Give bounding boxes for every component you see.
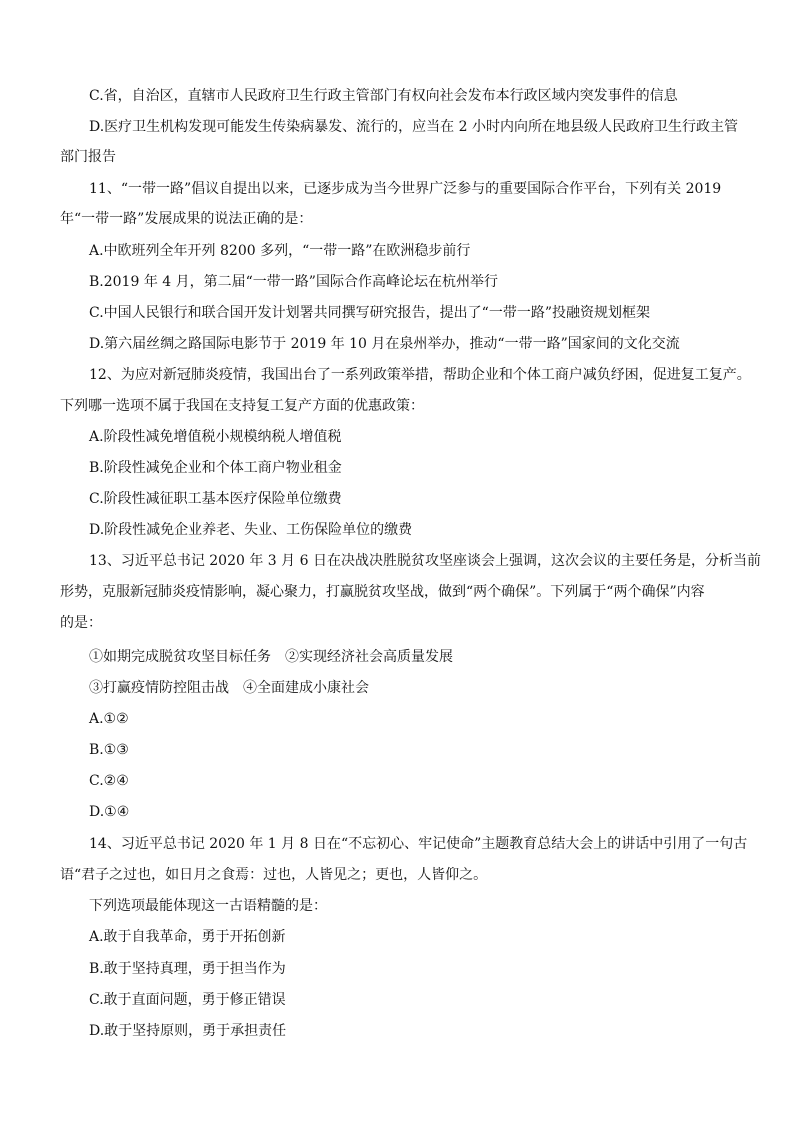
q13-option-d: D.①④ <box>89 804 130 820</box>
q13-stem-line1: 13、习近平总书记 2020 年 3 月 6 日在决战决胜脱贫攻坚座谈会上强调，这次会议的主要任务是，分析当前 <box>89 553 761 569</box>
q13-option-c: C.②④ <box>89 773 129 789</box>
q14-stem-line1: 14、习近平总书记 2020 年 1 月 8 日在“不忘初心、牢记使命”主题教育总结大会上的讲话中引用了一句古 <box>89 836 748 852</box>
q12-stem-line1: 12、为应对新冠肺炎疫情，我国出台了一系列政策举措，帮助企业和个体工商户减负纾困，促进复工复产。 <box>89 367 751 383</box>
q12-option-b: B.阶段性减免企业和个体工商户物业租金 <box>89 460 342 476</box>
q13-items-line1: ①如期完成脱贫攻坚目标任务 ②实现经济社会高质量发展 <box>89 649 453 665</box>
q14-option-a: A.敢于自我革命，勇于开拓创新 <box>89 929 286 945</box>
q13-option-a: A.①② <box>89 711 129 727</box>
q13-stem-line2: 形势，克服新冠肺炎疫情影响，凝心聚力，打赢脱贫攻坚战，做到“两个确保”。下列属于“两个确保”内容 <box>60 584 705 600</box>
q11-option-b: B.2019 年 4 月，第二届“一带一路”国际合作高峰论坛在杭州举行 <box>89 274 498 290</box>
q11-stem-line1: 11、“一带一路”倡议自提出以来，已逐步成为当今世界广泛参与的重要国际合作平台，下列有关 2019 <box>89 181 722 197</box>
q14-option-d: D.敢于坚持原则，勇于承担责任 <box>89 1023 287 1039</box>
q13-option-b: B.①③ <box>89 742 129 758</box>
q13-stem-line3: 的是： <box>60 615 102 631</box>
q11-option-c: C.中国人民银行和联合国开发计划署共同撰写研究报告，提出了“一带一路”投融资规划框架 <box>89 305 650 321</box>
q12-stem-line2: 下列哪一选项不属于我国在支持复工复产方面的优惠政策： <box>60 398 424 414</box>
q10-option-d-line1: D.医疗卫生机构发现可能发生传染病暴发、流行的，应当在 2 小时内向所在地县级人民政府卫生行政主管 <box>89 119 738 135</box>
q11-option-d: D.第六届丝绸之路国际电影节于 2019 年 10 月在泉州举办，推动“一带一路”国家间的文化交流 <box>89 336 680 352</box>
q14-option-b: B.敢于坚持真理，勇于担当作为 <box>89 961 286 977</box>
q10-option-c: C.省，自治区，直辖市人民政府卫生行政主管部门有权向社会发布本行政区域内突发事件的信息 <box>89 88 678 104</box>
q12-option-d: D.阶段性减免企业养老、失业、工伤保险单位的缴费 <box>89 522 413 538</box>
q14-stem-line3: 下列选项最能体现这一古语精髓的是： <box>89 898 327 914</box>
q11-option-a: A.中欧班列全年开列 8200 多列，“一带一路”在欧洲稳步前行 <box>89 243 471 259</box>
q12-option-a: A.阶段性减免增值税小规模纳税人增值税 <box>89 429 342 445</box>
q12-option-c: C.阶段性减征职工基本医疗保险单位缴费 <box>89 491 342 507</box>
q10-option-d-line2: 部门报告 <box>60 149 116 165</box>
q13-items-line2: ③打赢疫情防控阻击战 ④全面建成小康社会 <box>89 680 369 696</box>
q14-option-c: C.敢于直面问题，勇于修正错误 <box>89 992 286 1008</box>
q11-stem-line2: 年“一带一路”发展成果的说法正确的是： <box>60 211 313 227</box>
q14-stem-line2: 语“君子之过也，如日月之食焉：过也，人皆见之；更也，人皆仰之。 <box>60 867 488 883</box>
